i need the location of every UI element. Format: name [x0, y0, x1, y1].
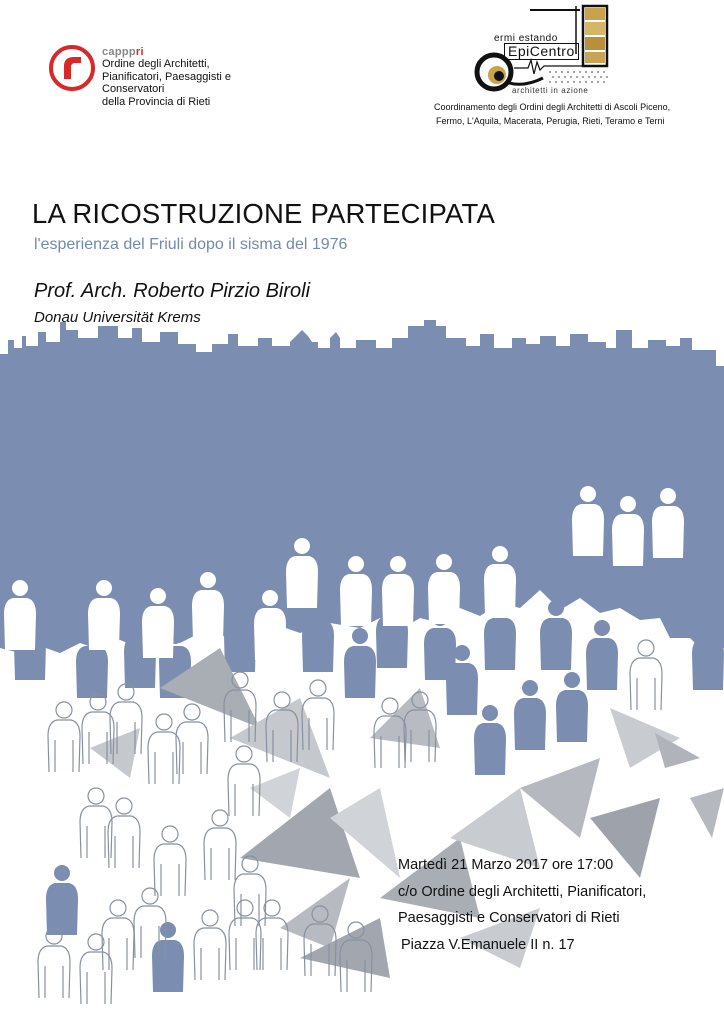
speaker-affiliation: Donau Universität Krems — [34, 309, 201, 326]
logo-left-line-2: Pianificatori, Paesaggisti e Conservatori — [102, 70, 232, 95]
coordination-text — [434, 100, 670, 128]
logo-left-line-3: della Provincia di Rieti — [102, 95, 211, 108]
logo-brand-name — [102, 46, 144, 58]
event-date-time: Martedì 21 Marzo 2017 ore 17:00 — [398, 857, 614, 873]
epicentro-name: EpiCentro — [504, 43, 579, 60]
coordination-line-1: Coordinamento degli Ordini degli Architetti di Ascoli Piceno, — [434, 102, 671, 112]
event-venue-line-1: c/o Ordine degli Architetti, Pianificatori, — [398, 883, 647, 900]
speaker-name: Prof. Arch. Roberto Pirzio Biroli — [34, 280, 311, 302]
epicentro-tagline: ermi estando — [494, 33, 558, 44]
event-details — [398, 852, 646, 958]
logo-left-line-1: Ordine degli Architetti, — [102, 58, 210, 70]
poster-subtitle: l'esperienza del Friuli dopo il sisma del 1976 — [34, 236, 348, 253]
poster-title: LA RICOSTRUZIONE PARTECIPATA — [32, 198, 495, 229]
brand-prefix: cappp — [102, 46, 136, 58]
event-address: Piazza V.Emanuele II n. 17 — [401, 936, 575, 953]
ordine-architetti-rieti-logo — [48, 42, 293, 108]
event-venue-line-2: Paesaggisti e Conservatori di Rieti — [398, 910, 620, 926]
epicentro-subline: architetti in azione — [512, 86, 589, 95]
coordination-line-2: Fermo, L'Aquila, Macerata, Perugia, Rieti, Teramo e Terni — [436, 116, 665, 126]
red-circle-logo-icon — [48, 44, 96, 92]
epicentro-logo — [468, 4, 618, 100]
brand-suffix: ri — [135, 46, 144, 58]
logo-left-text — [102, 58, 293, 108]
